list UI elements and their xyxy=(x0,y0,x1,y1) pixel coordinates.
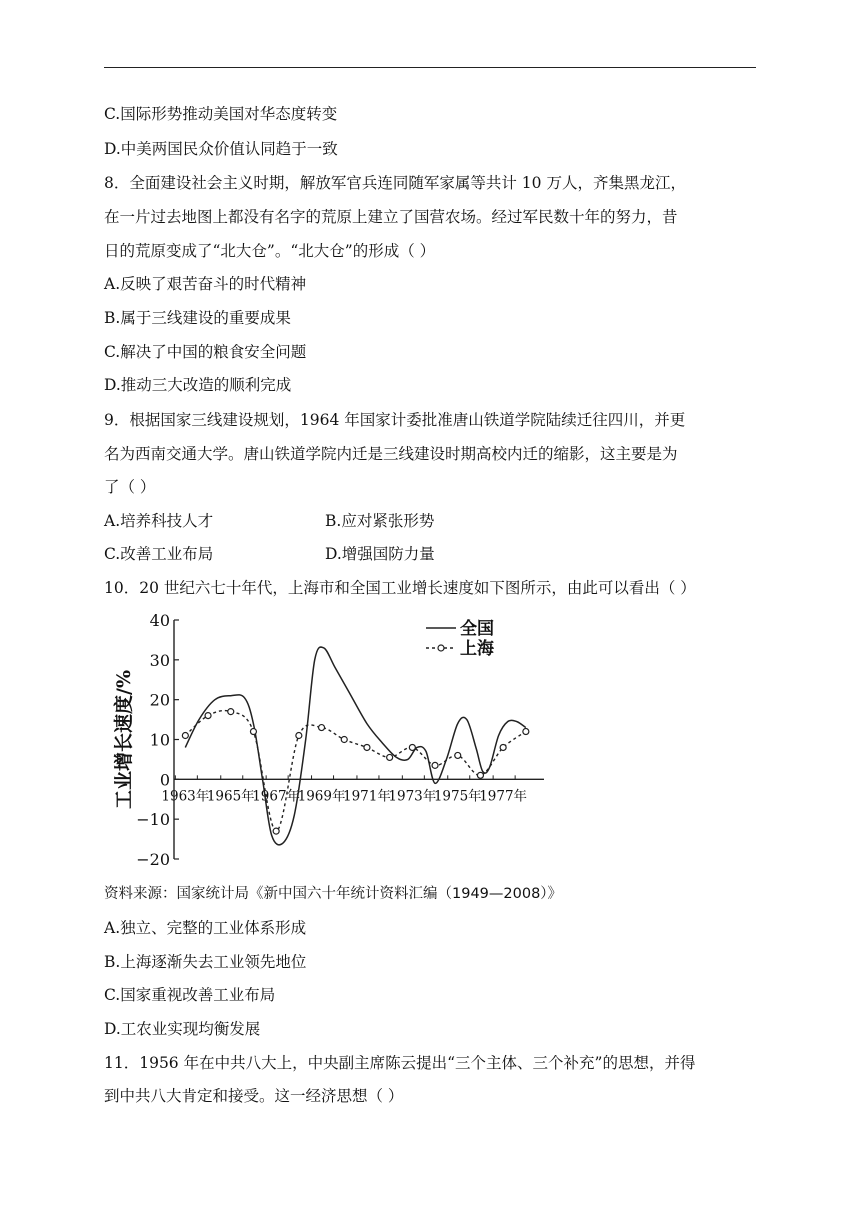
data-point xyxy=(182,733,188,739)
x-tick-label: 1971年 xyxy=(343,788,391,805)
legend-label: 上海 xyxy=(460,639,494,659)
data-point xyxy=(364,744,370,750)
x-tick-label: 1963年 xyxy=(161,788,210,805)
data-point xyxy=(319,725,325,731)
option-10b: B.上海逐渐失去工业领先地位 xyxy=(104,953,307,971)
option-7c: C.国际形势推动美国对华态度转变 xyxy=(104,105,338,123)
y-tick-label: 40 xyxy=(149,611,170,630)
data-point xyxy=(432,762,438,768)
data-point xyxy=(387,754,393,760)
x-tick-label: 1977年 xyxy=(479,788,528,805)
chart-legend xyxy=(426,618,495,659)
option-9c: C.改善工业布局 xyxy=(104,545,214,563)
data-point xyxy=(477,772,483,778)
data-point xyxy=(296,733,302,739)
y-tick-label: −10 xyxy=(136,810,170,830)
x-tick-label: 1973年 xyxy=(388,788,437,805)
question-8-line-3: 日的荒原变成了“北大仓”。“北大仓”的形成（ ） xyxy=(104,242,436,260)
question-8-line-2: 在一片过去地图上都没有名字的荒原上建立了国营农场。经过军民数十年的努力，昔 xyxy=(104,208,678,226)
y-tick-label: −20 xyxy=(136,850,170,869)
option-8a: A.反映了艰苦奋斗的时代精神 xyxy=(104,275,307,293)
option-9b: B.应对紧张形势 xyxy=(325,512,435,530)
header-rule xyxy=(104,67,756,68)
question-11-line-1: 11．1956 年在中共八大上，中央副主席陈云提出“三个主体、三个补充”的思想，并得 xyxy=(104,1054,696,1072)
question-9-line-1: 9．根据国家三线建设规划，1964 年国家计委批准唐山铁道学院陆续迁往四川，并更 xyxy=(104,411,686,429)
options-9-row-1 xyxy=(104,511,756,531)
legend-marker xyxy=(438,645,444,651)
y-axis-label xyxy=(112,670,135,809)
option-8b: B.属于三线建设的重要成果 xyxy=(104,309,291,327)
question-9-line-2: 名为西南交通大学。唐山铁道学院内迁是三线建设时期高校内迁的缩影，这主要是为 xyxy=(104,445,678,463)
y-tick-label: 0 xyxy=(159,770,170,790)
growth-chart xyxy=(104,608,554,878)
question-8-line-1: 8．全面建设社会主义时期，解放军官兵连同随军家属等共计 10 万人，齐集黑龙江， xyxy=(104,174,686,192)
x-tick-label: 1967年 xyxy=(252,788,301,805)
series-line-shanghai xyxy=(185,711,526,832)
question-11-line-2: 到中共八大肯定和接受。这一经济思想（ ） xyxy=(104,1087,404,1105)
option-7d: D.中美两国民众价值认同趋于一致 xyxy=(104,140,338,158)
y-tick-label: 10 xyxy=(149,730,170,750)
x-tick-label: 1969年 xyxy=(297,788,346,805)
question-9-line-3: 了（ ） xyxy=(104,478,156,496)
data-point xyxy=(341,737,347,743)
data-point xyxy=(409,744,415,750)
question-10-line-1: 10．20 世纪六七十年代，上海市和全国工业增长速度如下图所示，由此可以看出（ ） xyxy=(104,579,696,597)
option-10a: A.独立、完整的工业体系形成 xyxy=(104,919,307,937)
y-tick-label: 30 xyxy=(149,650,170,670)
data-point xyxy=(250,729,256,735)
x-tick-label: 1965年 xyxy=(206,788,255,805)
legend-label: 全国 xyxy=(460,619,494,639)
data-point xyxy=(500,744,506,750)
series-line-national xyxy=(185,647,526,845)
y-tick-label: 20 xyxy=(149,690,170,710)
option-8d: D.推动三大改造的顺利完成 xyxy=(104,376,292,394)
data-point xyxy=(523,729,529,735)
data-point xyxy=(205,713,211,719)
option-9d: D.增强国防力量 xyxy=(325,545,435,563)
option-10c: C.国家重视改善工业布局 xyxy=(104,986,276,1004)
option-9a: A.培养科技人才 xyxy=(104,512,214,530)
x-tick-label: 1975年 xyxy=(433,788,482,805)
data-source: 资料来源：国家统计局《新中国六十年统计资料汇编（1949—2008）》 xyxy=(104,886,563,902)
data-point xyxy=(455,752,461,758)
options-9-row-2 xyxy=(104,544,756,564)
option-10d: D.工农业实现均衡发展 xyxy=(104,1020,261,1038)
chart-series xyxy=(182,647,528,845)
y-axis-label-text: 工业增长速度/% xyxy=(113,670,135,809)
data-point xyxy=(273,828,279,834)
data-point xyxy=(228,709,234,715)
option-8c: C.解决了中国的粮食安全问题 xyxy=(104,343,307,361)
